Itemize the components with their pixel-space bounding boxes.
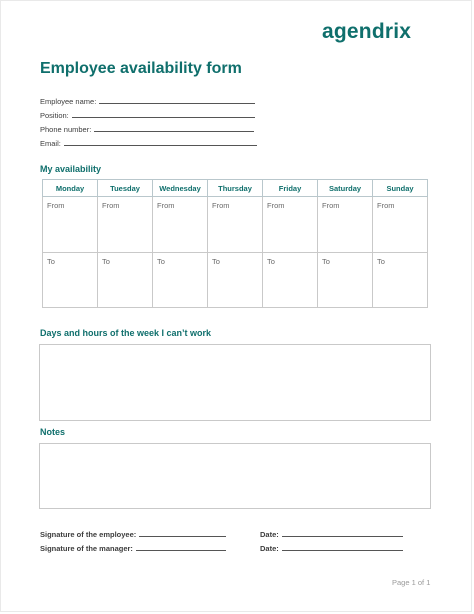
- employee-name-field[interactable]: [40, 96, 255, 106]
- manager-date-line[interactable]: [282, 543, 403, 551]
- day-header-friday: Friday: [263, 180, 318, 197]
- employee-signature-field[interactable]: [40, 529, 226, 539]
- to-cell-tuesday[interactable]: To: [98, 252, 153, 308]
- from-cell-friday[interactable]: From: [263, 197, 318, 253]
- my-availability-heading: My availability: [40, 164, 102, 174]
- manager-date-label: Date:: [260, 544, 279, 553]
- from-cell-thursday[interactable]: From: [208, 197, 263, 253]
- employee-signature-line[interactable]: [139, 529, 226, 537]
- manager-signature-field[interactable]: [40, 543, 226, 553]
- phone-number-field[interactable]: [40, 124, 254, 134]
- phone-number-label: Phone number:: [40, 125, 92, 134]
- employee-date-line[interactable]: [282, 529, 403, 537]
- page-number: Page 1 of 1: [392, 578, 431, 587]
- email-field[interactable]: [40, 138, 257, 148]
- employee-name-label: Employee name:: [40, 97, 97, 106]
- email-line[interactable]: [64, 138, 257, 146]
- to-cell-monday[interactable]: To: [43, 252, 98, 308]
- from-cell-sunday[interactable]: From: [373, 197, 428, 253]
- day-header-monday: Monday: [43, 180, 98, 197]
- manager-signature-label: Signature of the manager:: [40, 544, 133, 553]
- availability-header-row: [43, 180, 428, 197]
- manager-date-field[interactable]: [260, 543, 403, 553]
- employee-signature-label: Signature of the employee:: [40, 530, 137, 539]
- employee-date-field[interactable]: [260, 529, 403, 539]
- phone-number-line[interactable]: [94, 124, 254, 132]
- to-cell-thursday[interactable]: To: [208, 252, 263, 308]
- manager-signature-line[interactable]: [136, 543, 226, 551]
- from-cell-wednesday[interactable]: From: [153, 197, 208, 253]
- from-cell-tuesday[interactable]: From: [98, 197, 153, 253]
- day-header-saturday: Saturday: [318, 180, 373, 197]
- to-cell-saturday[interactable]: To: [318, 252, 373, 308]
- day-header-sunday: Sunday: [373, 180, 428, 197]
- email-label: Email:: [40, 139, 61, 148]
- day-header-thursday: Thursday: [208, 180, 263, 197]
- day-header-tuesday: Tuesday: [98, 180, 153, 197]
- unavailable-hours-box[interactable]: [39, 344, 431, 421]
- notes-box[interactable]: [39, 443, 431, 509]
- day-header-wednesday: Wednesday: [153, 180, 208, 197]
- position-field[interactable]: [40, 110, 255, 120]
- to-row: [43, 252, 428, 308]
- position-line[interactable]: [72, 110, 255, 118]
- employee-date-label: Date:: [260, 530, 279, 539]
- notes-heading: Notes: [40, 427, 66, 437]
- from-cell-monday[interactable]: From: [43, 197, 98, 253]
- availability-table: [42, 179, 428, 308]
- to-cell-wednesday[interactable]: To: [153, 252, 208, 308]
- form-title: Employee availability form: [40, 60, 242, 77]
- from-row: [43, 197, 428, 253]
- employee-name-line[interactable]: [99, 96, 255, 104]
- agendrix-logo: agendrix: [322, 20, 412, 43]
- from-cell-saturday[interactable]: From: [318, 197, 373, 253]
- position-label: Position:: [40, 111, 69, 120]
- to-cell-friday[interactable]: To: [263, 252, 318, 308]
- to-cell-sunday[interactable]: To: [373, 252, 428, 308]
- unavailable-hours-heading: Days and hours of the week I can’t work: [40, 328, 212, 338]
